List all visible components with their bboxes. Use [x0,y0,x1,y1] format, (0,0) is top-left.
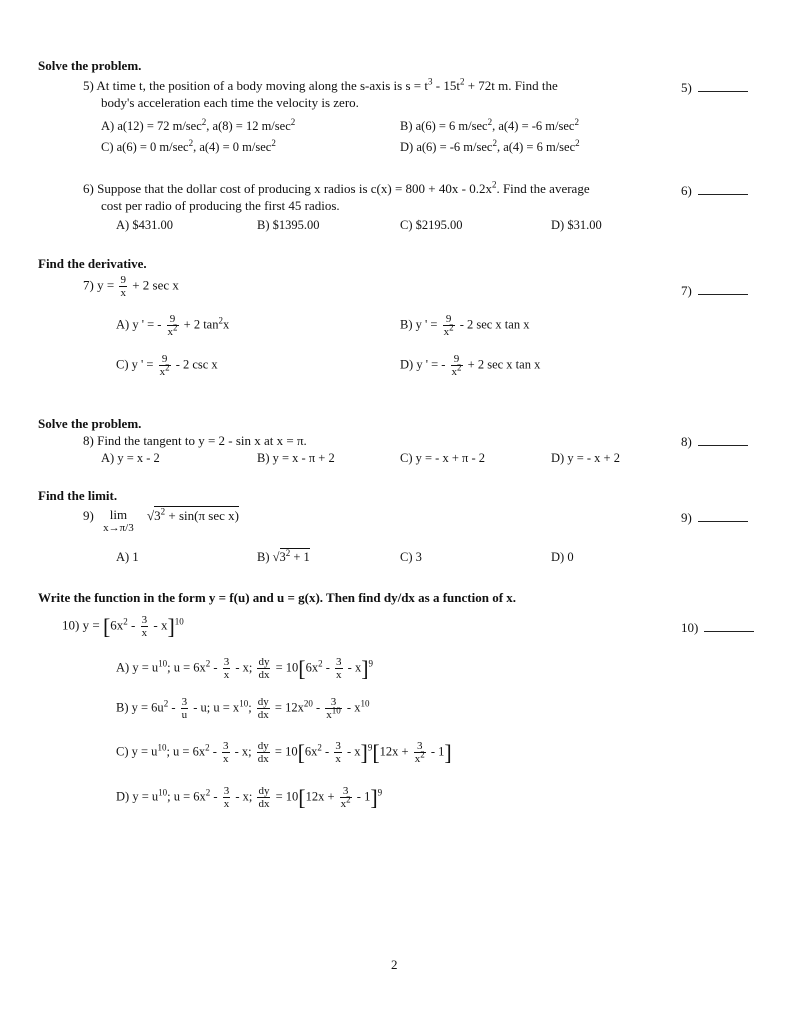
question-5-stem: 5) At time t, the position of a body moving along the s-axis is $s = t^3 - 15t^2 + 72t$ m. Find the [83,76,558,93]
answer-blank-6[interactable]: 6) [681,183,748,199]
choice-5c[interactable]: C) a(6) = 0 $m/\sec^2$, a(4) = 0 $m/\sec^2$ [101,137,276,154]
choice-8c[interactable]: C) y = - x + π - 2 [400,451,485,465]
choice-10a[interactable]: A) $y = u^{10}$; $u = 6x^2$ - $\frac{3}{x}$ - x; $\frac{dy}{dx}$ = $10[6x^2$ - $\frac{3}{x}$ - x]$^9$ [116,655,374,682]
choice-6a[interactable]: A) $431.00 [116,218,173,232]
answer-blank-8[interactable]: 8) [681,434,748,450]
section-header: Find the derivative. [38,256,147,271]
choice-9c[interactable]: C) 3 [400,550,422,564]
choice-7d[interactable]: D) y ' = - $\frac{9}{x^2}$ + 2 sec x tan x [400,353,541,379]
choice-6c[interactable]: C) $2195.00 [400,218,463,232]
answer-blank-10[interactable]: 10) [681,620,754,636]
choice-10c[interactable]: C) $y = u^{10}$; $u = 6x^2$ - $\frac{3}{x}$ - x; $\frac{dy}{dx}$ = $10[6x^2$ - $\frac{3}{x}$ - x]$^9$[12x + $\frac{3}{x^2}$ - 1] [116,739,452,766]
choice-6b[interactable]: B) $1395.00 [257,218,320,232]
question-6-stem-line2: cost per radio of producing the first 45 radios. [101,198,340,213]
choice-5b[interactable]: B) a(6) = 6 $m/\sec^2$, a(4) = -6 $m/\sec^2$ [400,116,579,133]
choice-9a[interactable]: A) 1 [116,550,139,564]
choice-7b[interactable]: B) y ' = $\frac{9}{x^2}$ - 2 sec x tan x [400,313,530,339]
question-7-stem: 7) y = $\frac{9}{x}$ + 2 sec x [83,274,179,300]
question-5-stem-line2: body's acceleration each time the velocity is zero. [101,95,359,110]
question-10-stem: 10) $y = [6x^2$ - $\frac{3}{x}$ - x]$^{10}$ [62,613,184,640]
choice-5d[interactable]: D) a(6) = -6 $m/\sec^2$, a(4) = 6 $m/\sec^2$ [400,137,580,154]
section-header: Solve the problem. [38,58,142,73]
choice-5a[interactable]: A) a(12) = 72 $m/\sec^2$, a(8) = 12 $m/\sec^2$ [101,116,296,133]
choice-8d[interactable]: D) y = - x + 2 [551,451,620,465]
choice-10d[interactable]: D) $y = u^{10}$; $u = 6x^2$ - $\frac{3}{x}$ - x; $\frac{dy}{dx}$ = 10[12x + $\frac{3}{x^2}$ - 1]$^9$ [116,784,383,811]
choice-6d[interactable]: D) $31.00 [551,218,602,232]
choice-9d[interactable]: D) 0 [551,550,574,564]
choice-7c[interactable]: C) y ' = $\frac{9}{x^2}$ - 2 csc x [116,353,218,379]
question-9-stem: 9) lim x→π/3 $√3^2 + \sin(\pi$ sec x) [83,506,239,535]
choice-9b[interactable]: B) $√3^2 + 1$ [257,547,310,564]
choice-10b[interactable]: B) $y = 6u^2$ - $\frac{3}{u}$ - u; $u = x^{10}$; $\frac{dy}{dx}$ = $12x^{20}$ - $\frac{3}{x^{10}}$ - $x^{10}$ [116,696,370,722]
choice-7a[interactable]: A) y ' = - $\frac{9}{x^2}$ + 2 $\tan^2x$ [116,313,230,339]
question-8-stem: 8) Find the tangent to y = 2 - sin x at x = π. [83,433,307,448]
answer-blank-5[interactable]: 5) [681,80,748,96]
answer-blank-9[interactable]: 9) [681,510,748,526]
choice-8b[interactable]: B) y = x - π + 2 [257,451,335,465]
section-header: Find the limit. [38,488,118,503]
answer-blank-7[interactable]: 7) [681,283,748,299]
section-header: Write the function in the form y = f(u) and u = g(x). Then find dy/dx as a function of x. [38,590,517,605]
section-header: Solve the problem. [38,416,142,431]
question-6-stem: 6) Suppose that the dollar cost of producing x radios is $c(x) = 800 + 40x - 0.2x^2$. Find the average [83,179,590,196]
choice-8a[interactable]: A) y = x - 2 [101,451,160,465]
page-number: 2 [391,957,398,972]
